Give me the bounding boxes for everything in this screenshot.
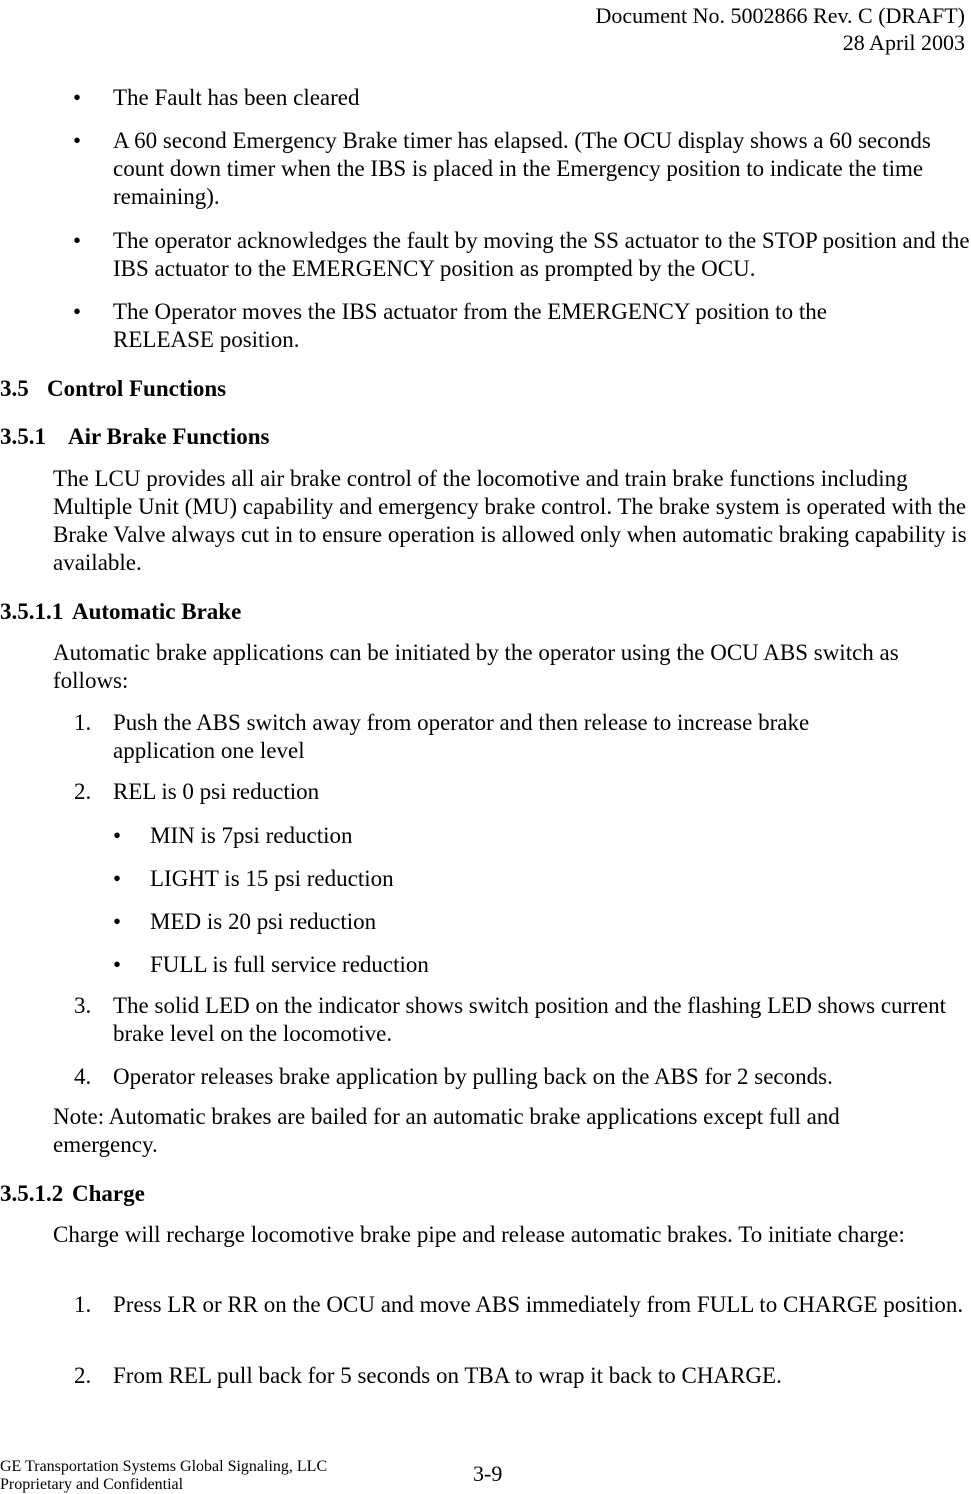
step-text: The solid LED on the indicator shows switch position and the flashing LED shows current brake level on the locomotive. [113, 993, 946, 1046]
bullet-glyph: • [113, 823, 122, 848]
section-body: The LCU provides all air brake control of the locomotive and train brake functions including Multiple Unit (MU) capability and emergency brake control. The brake system is operated with the Brake Valve always cut in to ensure operation is allowed only when automatic braking capability is available. [53, 466, 967, 575]
note-text: Note: Automatic brakes are bailed for an automatic brake applications except full and emergency. [53, 1104, 840, 1157]
footer-confidentiality: Proprietary and Confidential [0, 1476, 184, 1493]
bullet-text: The operator acknowledges the fault by moving the SS actuator to the STOP position and the IBS actuator to the EMERGENCY position as prompted by the OCU. [113, 228, 970, 281]
section-title: Air Brake Functions [68, 424, 270, 449]
step-text: REL is 0 psi reduction [113, 779, 320, 804]
bullet-glyph: • [73, 299, 82, 324]
section-title: Charge [72, 1181, 145, 1206]
document-date: 28 April 2003 [842, 30, 965, 55]
step-text: Operator releases brake application by pulling back on the ABS for 2 seconds. [113, 1064, 833, 1089]
section-heading-3-5-1-1 [0, 598, 241, 626]
bullet-text: The Fault has been cleared [113, 85, 360, 110]
step-number: 2. [74, 1363, 92, 1388]
section-number: 3.5.1.2 [0, 1181, 64, 1206]
step-number: 4. [74, 1064, 92, 1089]
bullet-glyph: • [73, 128, 82, 153]
bullet-glyph: • [113, 866, 122, 891]
step-number: 1. [74, 710, 92, 735]
section-intro: Charge will recharge locomotive brake pipe and release automatic brakes. To initiate charge: [53, 1222, 905, 1247]
footer-company: GE Transportation Systems Global Signaling, LLC [0, 1458, 328, 1475]
step-number: 2. [74, 779, 92, 804]
step-text: From REL pull back for 5 seconds on TBA to wrap it back to CHARGE. [113, 1363, 782, 1388]
document-footer [0, 1458, 327, 1494]
section-intro: Automatic brake applications can be initiated by the operator using the OCU ABS switch as follows: [53, 640, 899, 693]
section-heading-3-5-1-2 [0, 1180, 145, 1208]
bullet-glyph: • [113, 909, 122, 934]
page-number: 3-9 [473, 1461, 503, 1486]
document-number: Document No. 5002866 Rev. C (DRAFT) [595, 3, 965, 28]
bullet-glyph: • [73, 85, 82, 110]
bullet-text: The Operator moves the IBS actuator from the EMERGENCY position to the RELEASE position. [113, 299, 827, 352]
section-heading-3-5-1 [0, 423, 269, 451]
section-title: Control Functions [47, 376, 227, 401]
step-text: Push the ABS switch away from operator and then release to increase brake application one level [113, 710, 810, 763]
step-text: Press LR or RR on the OCU and move ABS immediately from FULL to CHARGE position. [113, 1292, 964, 1317]
bullet-glyph: • [113, 952, 122, 977]
section-number: 3.5 [0, 376, 29, 401]
sub-bullet-text: FULL is full service reduction [150, 952, 429, 977]
section-heading-3-5 [0, 375, 226, 403]
section-title: Automatic Brake [72, 599, 242, 624]
sub-bullet-text: LIGHT is 15 psi reduction [150, 866, 394, 891]
bullet-glyph: • [73, 228, 82, 253]
step-number: 3. [74, 993, 92, 1018]
step-number: 1. [74, 1292, 92, 1317]
bullet-text: A 60 second Emergency Brake timer has elapsed. (The OCU display shows a 60 seconds count down timer when the IBS is placed in the Emergency position to indicate the time remaining). [113, 128, 931, 209]
sub-bullet-text: MIN is 7psi reduction [150, 823, 353, 848]
sub-bullet-text: MED is 20 psi reduction [150, 909, 377, 934]
section-number: 3.5.1 [0, 424, 46, 449]
document-header [596, 2, 966, 56]
section-number: 3.5.1.1 [0, 599, 64, 624]
